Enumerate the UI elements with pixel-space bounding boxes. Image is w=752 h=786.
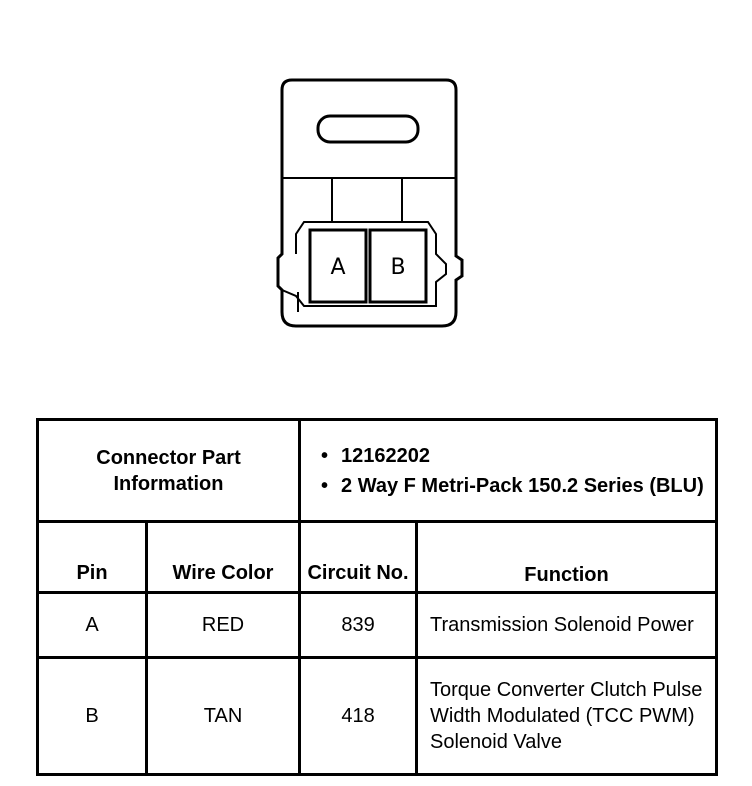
connector-type: • 2 Way F Metri-Pack 150.2 Series (BLU)	[341, 471, 715, 501]
header-circuit: Circuit No.	[300, 522, 417, 593]
part-info-bullets	[300, 420, 717, 522]
cell-wire-color: RED	[147, 593, 300, 658]
cell-wire-color: TAN	[147, 658, 300, 775]
connector-diagram	[270, 74, 470, 334]
table-row	[38, 593, 717, 658]
cell-circuit: 418	[300, 658, 417, 775]
header-pin: Pin	[38, 522, 147, 593]
part-number: • 12162202	[341, 441, 715, 471]
pin-b-label: B	[390, 255, 406, 280]
cell-circuit: 839	[300, 593, 417, 658]
cell-pin: A	[38, 593, 147, 658]
part-info-label: Connector Part Information	[38, 420, 300, 522]
cell-function: Torque Converter Clutch Pulse Width Modulated (TCC PWM) Solenoid Valve	[417, 658, 717, 775]
cell-pin: B	[38, 658, 147, 775]
pin-a-label: A	[330, 255, 346, 280]
header-wire-color: Wire Color	[147, 522, 300, 593]
table-row	[38, 658, 717, 775]
connector-latch	[318, 116, 418, 142]
header-function: Function	[417, 522, 717, 593]
cell-function: Transmission Solenoid Power	[417, 593, 717, 658]
connector-info-table	[36, 418, 718, 776]
